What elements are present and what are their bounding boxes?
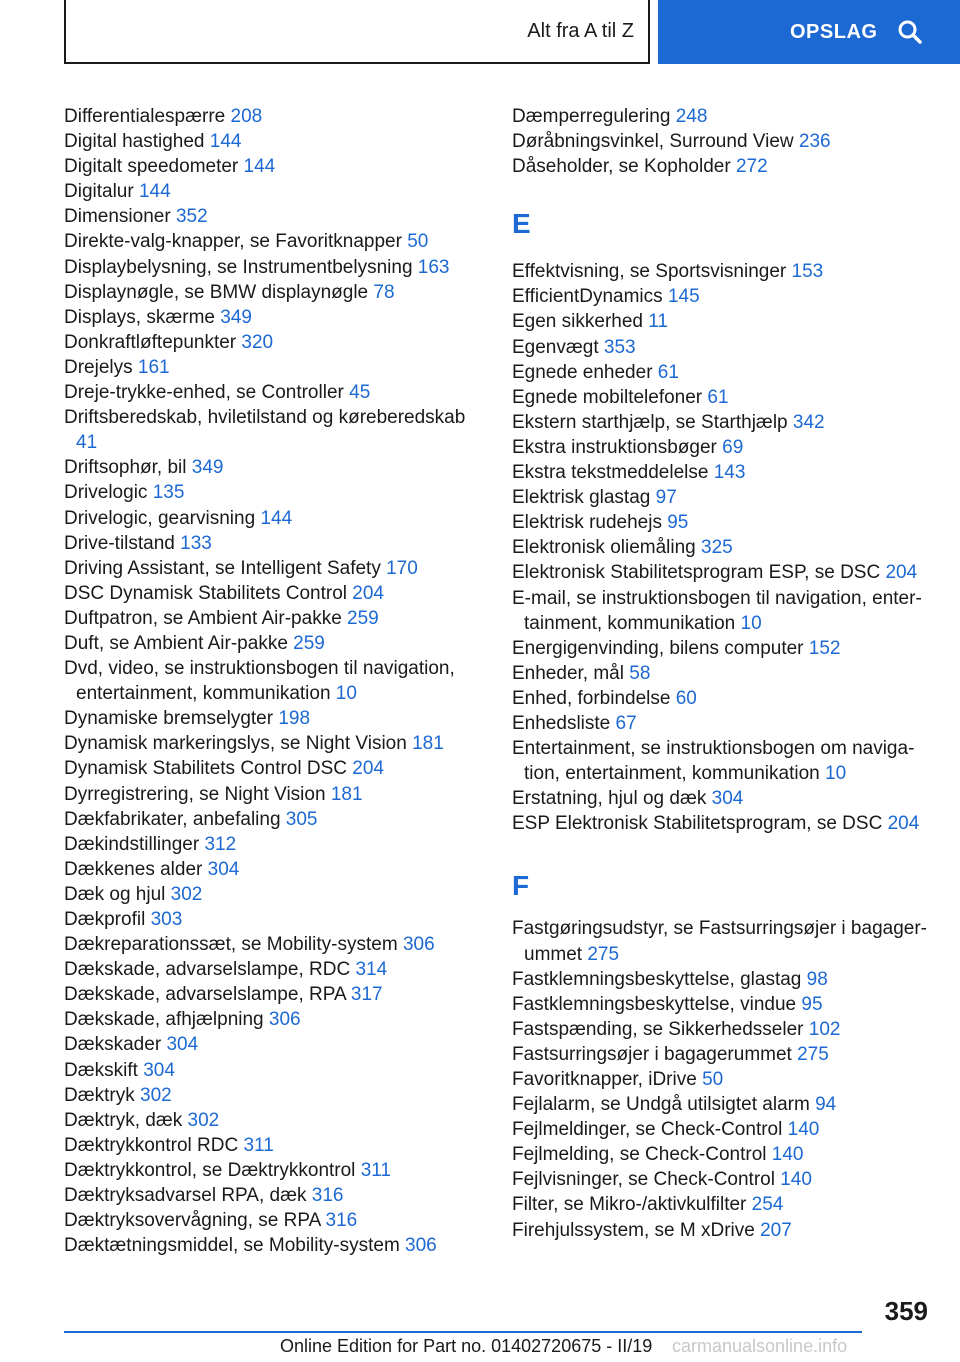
- index-entry: [512, 385, 942, 410]
- index-entry: [64, 380, 484, 405]
- index-entry-text: Fejlmeldinger, se Check-Control: [512, 1119, 783, 1141]
- index-entry: [512, 410, 942, 435]
- index-entry: [64, 982, 484, 1007]
- index-entry-text: Egenvægt: [512, 336, 599, 358]
- index-entry: [512, 992, 942, 1017]
- edition-text: Online Edition for Part no. 01402720675 - II/19: [280, 1336, 653, 1356]
- index-entry: [512, 1067, 942, 1092]
- index-entry: [512, 967, 942, 992]
- index-entry-text: Fastklemningsbeskyttelse, glastag: [512, 968, 802, 990]
- index-entry-text: Dækskift: [64, 1059, 138, 1081]
- index-entry: [64, 355, 484, 380]
- tab-atoz-label: Alt fra A til Z: [527, 19, 634, 42]
- index-entry-text: Digital hastighed: [64, 131, 205, 153]
- index-entry-text: Dæktryk: [64, 1084, 135, 1106]
- index-entry-page-link[interactable]: 60: [675, 687, 697, 709]
- index-entry-page-link[interactable]: 98: [806, 968, 828, 990]
- index-entry-text: Elektronisk Stabilitetsprogram ESP, se DSC: [512, 562, 881, 584]
- index-entry: [64, 932, 484, 957]
- index-entry: [64, 782, 484, 807]
- index-entry-text: Erstatning, hjul og dæk: [512, 788, 707, 810]
- search-icon[interactable]: [897, 19, 923, 45]
- index-entry-text: Driftsophør, bil: [64, 457, 187, 479]
- index-entry: [64, 882, 484, 907]
- footer-divider: [64, 1331, 862, 1333]
- index-entry-text: Dækskade, advarselslampe, RPA: [64, 984, 346, 1006]
- index-entry-page-link[interactable]: 144: [260, 507, 293, 529]
- index-entry: [64, 957, 484, 982]
- index-entry: [64, 179, 484, 204]
- index-entry: [64, 1083, 484, 1108]
- index-entry: [512, 1142, 942, 1167]
- index-entry-text: Egen sikkerhed: [512, 311, 643, 333]
- index-entry-text: Elektrisk rudehejs: [512, 512, 662, 534]
- index-entry-page-link[interactable]: 204: [352, 582, 384, 604]
- index-column-left: [64, 104, 484, 1258]
- index-entry-page-link[interactable]: 208: [230, 106, 263, 127]
- index-entry-page-link[interactable]: 163: [417, 256, 450, 278]
- watermark-text: carmanualsonline.info: [672, 1336, 848, 1356]
- index-entry-page-link[interactable]: 140: [780, 1169, 812, 1191]
- index-entry-text: Dækkenes alder: [64, 858, 203, 880]
- index-entry-page-link[interactable]: 61: [707, 386, 729, 408]
- index-entry-page-link[interactable]: 58: [629, 662, 651, 684]
- index-entry-text: Fejlmelding, se Check-Control: [512, 1144, 767, 1166]
- index-entry-page-link[interactable]: 302: [187, 1109, 220, 1131]
- index-entry: [512, 636, 942, 661]
- index-entry-page-link[interactable]: 317: [350, 984, 383, 1006]
- index-entry-text: Fastklemningsbeskyttelse, vindue: [512, 993, 797, 1015]
- index-entry-text: Dynamisk markeringslys, se Night Vision: [64, 733, 407, 755]
- index-entry-text: Dækskade, afhjælpning: [64, 1009, 264, 1031]
- index-entry-text: Drivelogic: [64, 482, 148, 504]
- index-entry: [64, 581, 484, 606]
- index-entry-page-link[interactable]: 133: [180, 532, 212, 554]
- index-entry-page-link[interactable]: 181: [412, 733, 444, 755]
- index-entry-text: Dimensioner: [64, 206, 171, 228]
- index-entry-text: Digitalt speedometer: [64, 156, 239, 178]
- index-entry-page-link[interactable]: 10: [740, 612, 762, 634]
- index-entry-text: Effektvisning, se Sportsvisninger: [512, 261, 787, 283]
- index-entry: [64, 1158, 484, 1183]
- index-entry-page-link[interactable]: 248: [675, 106, 708, 127]
- index-entry: [64, 531, 484, 556]
- index-entry: [64, 255, 484, 280]
- index-entry-page-link[interactable]: 259: [347, 607, 379, 629]
- index-entry-page-link[interactable]: 140: [787, 1119, 820, 1141]
- index-entry-page-link[interactable]: 11: [648, 311, 668, 333]
- index-entry: [512, 560, 942, 585]
- index-entry-page-link[interactable]: 320: [241, 331, 274, 353]
- index-entry-page-link[interactable]: 135: [152, 482, 185, 504]
- index-entry-page-link[interactable]: 316: [325, 1210, 358, 1232]
- index-entry-page-link[interactable]: 312: [204, 833, 237, 855]
- section-letter-f: F: [512, 870, 530, 902]
- index-entry: [512, 435, 942, 460]
- index-entry: [512, 1218, 942, 1243]
- index-entry-page-link[interactable]: 161: [137, 356, 170, 378]
- index-entry-text: Entertainment, se instruktionsbogen om navigation, entertainment, kommunikation: [512, 738, 915, 785]
- index-entry-page-link[interactable]: 145: [667, 286, 700, 308]
- index-entry: [64, 405, 484, 455]
- index-entry-page-link[interactable]: 140: [771, 1144, 804, 1166]
- index-entry: [64, 832, 484, 857]
- index-entry-page-link[interactable]: 67: [615, 712, 637, 734]
- index-entry: [512, 129, 942, 154]
- index-entry-page-link[interactable]: 304: [207, 858, 240, 880]
- index-entry-text: Duftpatron, se Ambient Air-pakke: [64, 607, 342, 629]
- index-entry-text: Displaynøgle, se BMW displaynøgle: [64, 281, 369, 303]
- index-entry-text: Dækindstillinger: [64, 833, 200, 855]
- index-entry-text: Dæk og hjul: [64, 883, 166, 905]
- top-bar: [0, 0, 960, 66]
- index-entry-text: Filter, se Mikro-/aktivkulfilter: [512, 1194, 747, 1216]
- index-entry-page-link[interactable]: 272: [735, 156, 768, 178]
- index-entry-text: Dæmperregulering: [512, 106, 671, 127]
- index-entry-text: Driftsberedskab, hviletilstand og køreberedskab: [64, 407, 466, 429]
- index-entry: [64, 857, 484, 882]
- index-entry: [64, 731, 484, 756]
- index-entry: [64, 280, 484, 305]
- index-entry-page-link[interactable]: 304: [166, 1034, 199, 1056]
- index-entry-text: Digitalur: [64, 181, 134, 203]
- index-entry-text: Driving Assistant, se Intelligent Safety: [64, 557, 381, 579]
- index-group-f: [512, 916, 942, 1242]
- index-entry: [64, 756, 484, 781]
- index-entry-page-link[interactable]: 143: [713, 462, 746, 484]
- index-entry-page-link[interactable]: 316: [311, 1185, 344, 1207]
- index-entry: [512, 104, 942, 129]
- index-entry-page-link[interactable]: 204: [885, 562, 918, 584]
- index-entry-text: Ekstra tekstmeddelelse: [512, 462, 709, 484]
- index-entry-text: Fastsurringsøjer i bagagerummet: [512, 1043, 792, 1065]
- index-entry: [512, 686, 942, 711]
- index-entry: [512, 335, 942, 360]
- index-entry-page-link[interactable]: 204: [887, 813, 920, 835]
- index-entry: [512, 661, 942, 686]
- index-entry: [64, 1208, 484, 1233]
- index-entry: [512, 1017, 942, 1042]
- index-entry: [64, 305, 484, 330]
- index-entry: [64, 1183, 484, 1208]
- index-entry-page-link[interactable]: 311: [243, 1134, 274, 1156]
- index-entry-page-link[interactable]: 311: [360, 1159, 391, 1181]
- index-entry-text: Duft, se Ambient Air-pakke: [64, 632, 288, 654]
- tab-alt-fra-a-til-z[interactable]: [64, 0, 650, 64]
- index-entry-text: Dåseholder, se Kopholder: [512, 156, 731, 178]
- index-entry-page-link[interactable]: 302: [140, 1084, 172, 1106]
- index-entry-page-link[interactable]: 41: [76, 432, 98, 454]
- index-entry-text: Elektrisk glastag: [512, 487, 651, 509]
- index-entry-text: DSC Dynamisk Stabilitets Control: [64, 582, 347, 604]
- index-entry: [512, 736, 942, 786]
- index-entry-page-link[interactable]: 306: [405, 1235, 437, 1257]
- index-entry: [64, 1108, 484, 1133]
- index-entry: [64, 1058, 484, 1083]
- index-entry-page-link[interactable]: 102: [808, 1018, 841, 1040]
- index-entry-text: Drive-tilstand: [64, 532, 175, 554]
- index-entry-page-link[interactable]: 342: [792, 411, 825, 433]
- index-entry-page-link[interactable]: 95: [667, 512, 689, 534]
- tab-opslag-label: OPSLAG: [790, 20, 878, 43]
- index-entry: [512, 1167, 942, 1192]
- index-entry: [512, 1192, 942, 1217]
- index-entry-page-link[interactable]: 314: [355, 959, 388, 981]
- index-entry-page-link[interactable]: 95: [801, 993, 823, 1015]
- index-entry-text: EfficientDynamics: [512, 286, 663, 308]
- index-group-e: [512, 259, 942, 836]
- index-entry-page-link[interactable]: 349: [191, 457, 224, 479]
- index-entry-page-link[interactable]: 153: [791, 261, 824, 283]
- index-entry: [64, 807, 484, 832]
- index-entry: [64, 229, 484, 254]
- index-entry-text: Energigenvinding, bilens computer: [512, 637, 804, 659]
- index-entry-text: Dvd, video, se instruktionsbogen til navigation, entertainment, kommunikation: [64, 658, 455, 705]
- index-entry-page-link[interactable]: 97: [655, 487, 677, 509]
- index-entry-text: Ekstra instruktionsbøger: [512, 436, 717, 458]
- index-entry-text: Displaybelysning, se Instrumentbelysning: [64, 256, 413, 278]
- index-entry: [64, 330, 484, 355]
- index-entry-text: Elektronisk oliemåling: [512, 537, 696, 559]
- index-entry-text: Døråbningsvinkel, Surround View: [512, 131, 794, 153]
- index-entry: [512, 154, 942, 179]
- index-entry: [512, 510, 942, 535]
- index-entry-page-link[interactable]: 78: [373, 281, 395, 303]
- index-entry-text: Dækreparationssæt, se Mobility-system: [64, 934, 398, 956]
- index-entry-text: Dyrregistrering, se Night Vision: [64, 783, 326, 805]
- index-entry: [512, 916, 942, 966]
- index-entry-text: Dæktætningsmiddel, se Mobility-system: [64, 1235, 400, 1257]
- index-entry-text: Dæktrykkontrol, se Dæktrykkontrol: [64, 1159, 356, 1181]
- index-entry: [64, 1233, 484, 1258]
- index-entry-page-link[interactable]: 303: [150, 909, 183, 930]
- index-entry: [64, 706, 484, 731]
- index-entry-page-link[interactable]: 50: [702, 1069, 724, 1090]
- index-entry-text: Dækskader: [64, 1034, 162, 1056]
- index-entry-text: Dæktryk, dæk: [64, 1109, 183, 1131]
- index-entry-page-link[interactable]: 152: [808, 637, 841, 659]
- index-entry-page-link[interactable]: 304: [143, 1059, 175, 1081]
- index-entry-page-link[interactable]: 275: [797, 1043, 829, 1065]
- index-entry: [512, 1117, 942, 1142]
- section-letter-e: E: [512, 208, 531, 240]
- index-entry: [512, 786, 942, 811]
- tab-opslag[interactable]: [658, 0, 960, 64]
- index-group-d-continued: [512, 104, 942, 179]
- index-entry-page-link[interactable]: 144: [209, 131, 242, 153]
- index-entry: [64, 154, 484, 179]
- index-entry-page-link[interactable]: 69: [722, 436, 744, 458]
- index-entry-text: Fejlvisninger, se Check-Control: [512, 1169, 775, 1191]
- index-entry-page-link[interactable]: 259: [293, 632, 325, 654]
- page-number: 359: [884, 1296, 928, 1326]
- index-entry: [64, 907, 484, 932]
- index-entry: [512, 586, 942, 636]
- index-entry-page-link[interactable]: 349: [220, 306, 252, 328]
- index-entry-page-link[interactable]: 207: [760, 1219, 792, 1241]
- index-entry-page-link[interactable]: 254: [751, 1194, 784, 1216]
- index-entry-text: Dæktryksadvarsel RPA, dæk: [64, 1185, 307, 1207]
- index-entry: [64, 1007, 484, 1032]
- index-entry: [512, 535, 942, 560]
- index-entry-text: Dreje-trykke-enhed, se Controller: [64, 382, 344, 404]
- index-entry-text: Fastspænding, se Sikkerhedsseler: [512, 1018, 804, 1040]
- index-entry: [512, 811, 942, 836]
- index-entry-page-link[interactable]: 306: [402, 934, 435, 956]
- index-entry: [64, 1133, 484, 1158]
- index-entry-page-link[interactable]: 50: [407, 231, 429, 253]
- index-entry-page-link[interactable]: 352: [175, 206, 208, 228]
- index-entry: [512, 711, 942, 736]
- index-entry-text: Enhedsliste: [512, 712, 611, 734]
- index-entry-page-link[interactable]: 353: [603, 336, 636, 358]
- index-entry-page-link[interactable]: 144: [243, 156, 276, 178]
- index-entry-text: Direkte-valg-knapper, se Favoritknapper: [64, 231, 402, 253]
- index-entry: [512, 284, 942, 309]
- index-entry-text: Donkraftløftepunkter: [64, 331, 237, 353]
- index-column-right: [512, 104, 942, 1243]
- index-entry-text: Dækprofil: [64, 909, 146, 930]
- index-entry-text: E-mail, se instruktionsbogen til navigation, entertainment, kommunikation: [512, 587, 922, 634]
- index-entry-text: Dynamiske bremselygter: [64, 708, 274, 730]
- index-entry-text: Differentialespærre: [64, 106, 226, 127]
- index-entry-page-link[interactable]: 304: [711, 788, 744, 810]
- index-entry-text: Displays, skærme: [64, 306, 215, 328]
- index-entry: [512, 360, 942, 385]
- index-entry: [64, 556, 484, 581]
- index-entry-page-link[interactable]: 306: [268, 1009, 301, 1031]
- index-entry-page-link[interactable]: 325: [701, 537, 733, 559]
- index-entry: [64, 631, 484, 656]
- index-entry-page-link[interactable]: 170: [386, 557, 418, 579]
- index-entry-text: Drivelogic, gearvisning: [64, 507, 256, 529]
- index-entry: [64, 656, 484, 706]
- index-entry-text: Egnede enheder: [512, 361, 653, 383]
- index-entry-text: Dynamisk Stabilitets Control DSC: [64, 758, 347, 780]
- index-entry-text: Drejelys: [64, 356, 133, 378]
- index-entry-text: Dækfabrikater, anbefaling: [64, 808, 281, 830]
- index-entry-text: Egnede mobiltelefoner: [512, 386, 703, 408]
- index-entry-page-link[interactable]: 94: [815, 1094, 837, 1116]
- index-entry-page-link[interactable]: 181: [330, 783, 363, 805]
- index-entry: [64, 1032, 484, 1057]
- index-entry-text: Enheder, mål: [512, 662, 624, 684]
- index-entry: [64, 129, 484, 154]
- index-entry-page-link[interactable]: 204: [352, 758, 384, 780]
- index-entry-page-link[interactable]: 144: [138, 181, 171, 203]
- index-entry-text: Dæktryksovervågning, se RPA: [64, 1210, 321, 1232]
- index-entry-page-link[interactable]: 10: [825, 763, 847, 785]
- index-entry: [64, 455, 484, 480]
- index-entry-text: Fastgøringsudstyr, se Fastsurringsøjer i bagagerummet: [512, 918, 927, 965]
- index-entry-text: Enhed, forbindelse: [512, 687, 671, 709]
- index-entry: [512, 1042, 942, 1067]
- index-entry-text: Favoritknapper, iDrive: [512, 1069, 697, 1090]
- index-entry: [512, 1092, 942, 1117]
- index-entry-page-link[interactable]: 302: [170, 883, 203, 905]
- index-entry-page-link[interactable]: 236: [798, 131, 831, 153]
- index-entry-text: Dæktrykkontrol RDC: [64, 1134, 239, 1156]
- index-entry: [64, 506, 484, 531]
- index-entry: [512, 485, 942, 510]
- index-entry-text: Ekstern starthjælp, se Starthjælp: [512, 411, 788, 433]
- index-entry: [512, 309, 942, 334]
- index-entry: [64, 480, 484, 505]
- index-entry: [64, 104, 484, 129]
- index-entry-text: Dækskade, advarselslampe, RDC: [64, 959, 351, 981]
- index-entry-page-link[interactable]: 45: [349, 382, 371, 404]
- index-entry-page-link[interactable]: 305: [285, 808, 318, 830]
- index-entry: [64, 606, 484, 631]
- index-entry-page-link[interactable]: 61: [657, 361, 679, 383]
- index-entry: [512, 460, 942, 485]
- index-entry-text: Firehjulssystem, se M xDrive: [512, 1219, 755, 1241]
- index-entry-page-link[interactable]: 10: [335, 683, 357, 705]
- index-entry-page-link[interactable]: 198: [278, 708, 311, 730]
- index-entry: [512, 259, 942, 284]
- index-entry-page-link[interactable]: 275: [587, 943, 620, 965]
- index-entry: [64, 204, 484, 229]
- index-entry-text: ESP Elektronisk Stabilitetsprogram, se DSC: [512, 813, 883, 835]
- index-entry-text: Fejlalarm, se Undgå utilsigtet alarm: [512, 1094, 810, 1116]
